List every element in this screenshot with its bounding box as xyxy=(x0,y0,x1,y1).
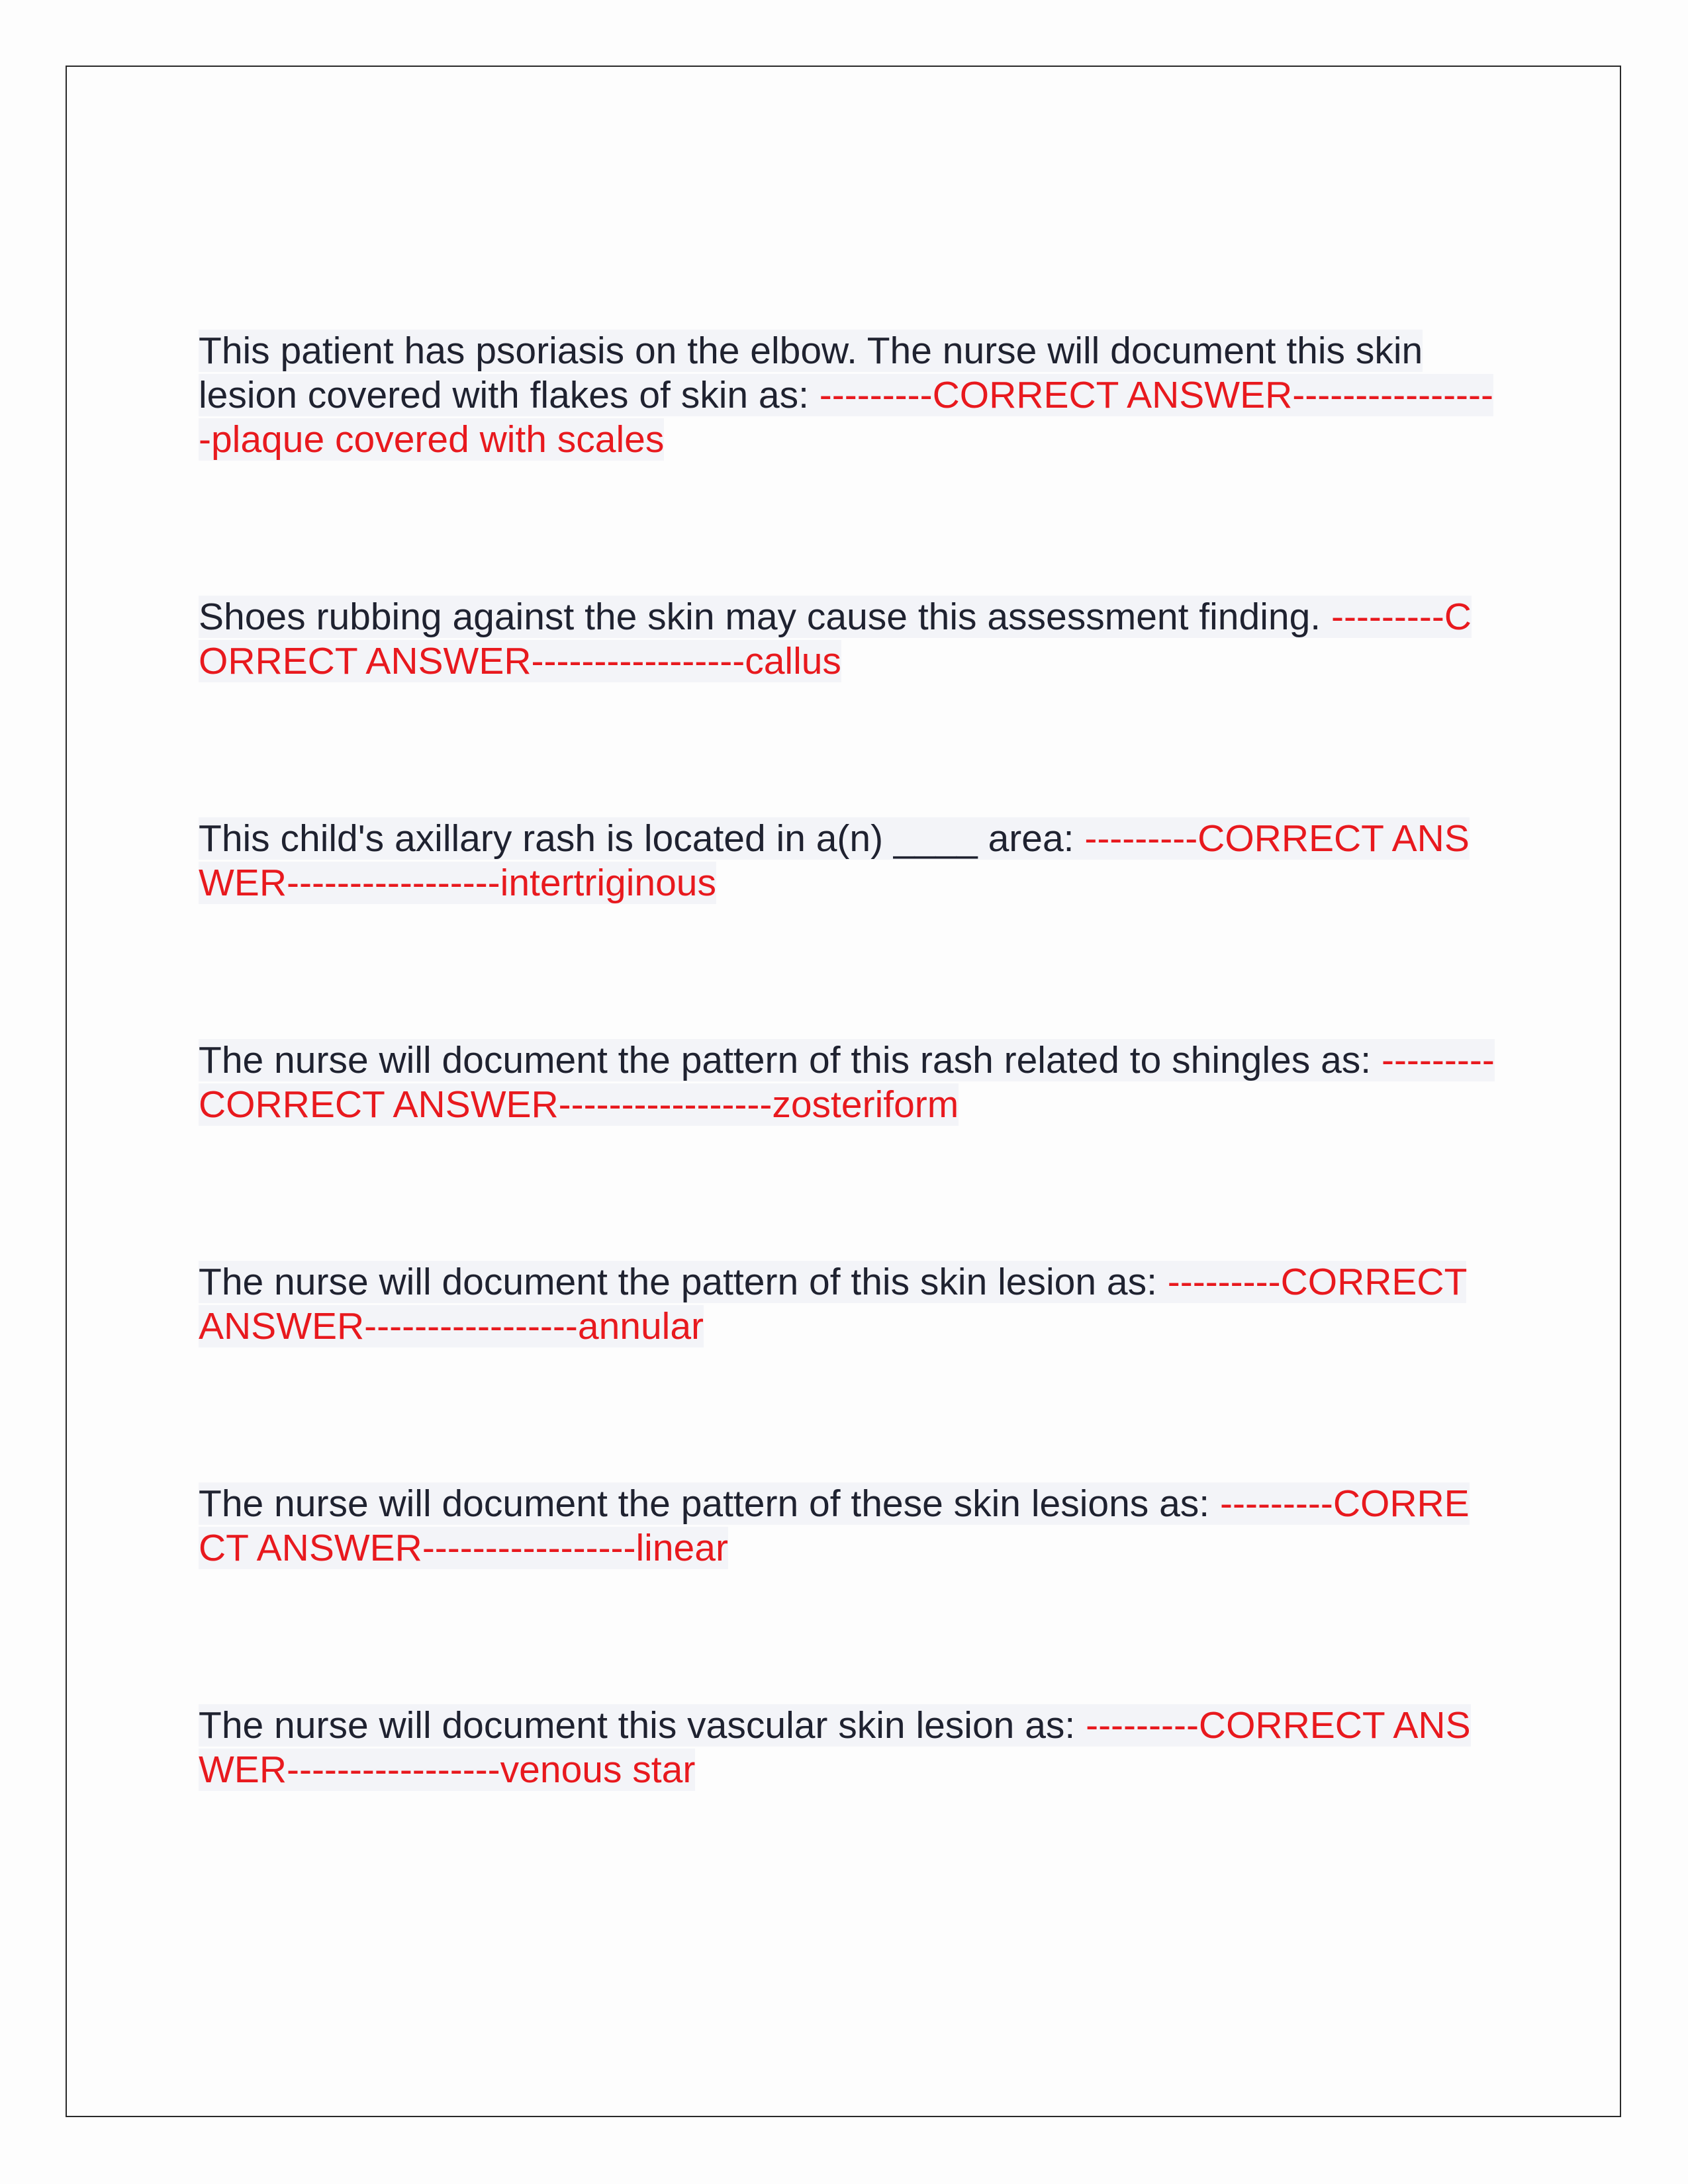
question-text: The nurse will document the pattern of this skin lesion as: xyxy=(199,1261,1157,1303)
answer-prefix: ---------CORRECT ANSWER----------------- xyxy=(199,1039,1495,1126)
list-item xyxy=(199,817,1496,905)
answer-text: linear xyxy=(635,1527,728,1569)
answer-text: callus xyxy=(745,640,841,682)
question-list xyxy=(199,329,1496,1925)
list-item xyxy=(199,1038,1496,1127)
list-item xyxy=(199,329,1496,462)
list-item xyxy=(199,1704,1496,1792)
answer-prefix: ---------CORRECT ANSWER----------------- xyxy=(199,817,1470,904)
answer-text: venous star xyxy=(500,1749,696,1791)
answer-prefix: ---------CORRECT ANSWER----------------- xyxy=(199,1704,1471,1791)
question-text: This child's axillary rash is located in a(n) ____ area: xyxy=(199,817,1074,860)
question-text: The nurse will document the pattern of this rash related to shingles as: xyxy=(199,1039,1372,1081)
question-text: Shoes rubbing against the skin may cause this assessment finding. xyxy=(199,596,1321,638)
question-text: The nurse will document the pattern of these skin lesions as: xyxy=(199,1482,1210,1525)
answer-text: intertriginous xyxy=(500,862,717,904)
answer-prefix: ---------CORRECT ANSWER----------------- xyxy=(199,374,1493,461)
list-item xyxy=(199,1260,1496,1349)
answer-prefix: ---------CORRECT ANSWER----------------- xyxy=(199,1261,1467,1347)
answer-prefix: ---------CORRECT ANSWER----------------- xyxy=(199,1482,1470,1569)
list-item xyxy=(199,595,1496,684)
answer-text: annular xyxy=(577,1305,704,1347)
answer-text: plaque covered with scales xyxy=(211,418,665,461)
question-text: The nurse will document this vascular skin lesion as: xyxy=(199,1704,1076,1747)
answer-prefix: ---------CORRECT ANSWER----------------- xyxy=(199,596,1472,682)
question-text: This patient has psoriasis on the elbow. The nurse will document this skin lesion covered with flakes of skin as: xyxy=(199,330,1423,416)
answer-text: zosteriform xyxy=(772,1083,959,1126)
list-item xyxy=(199,1482,1496,1570)
